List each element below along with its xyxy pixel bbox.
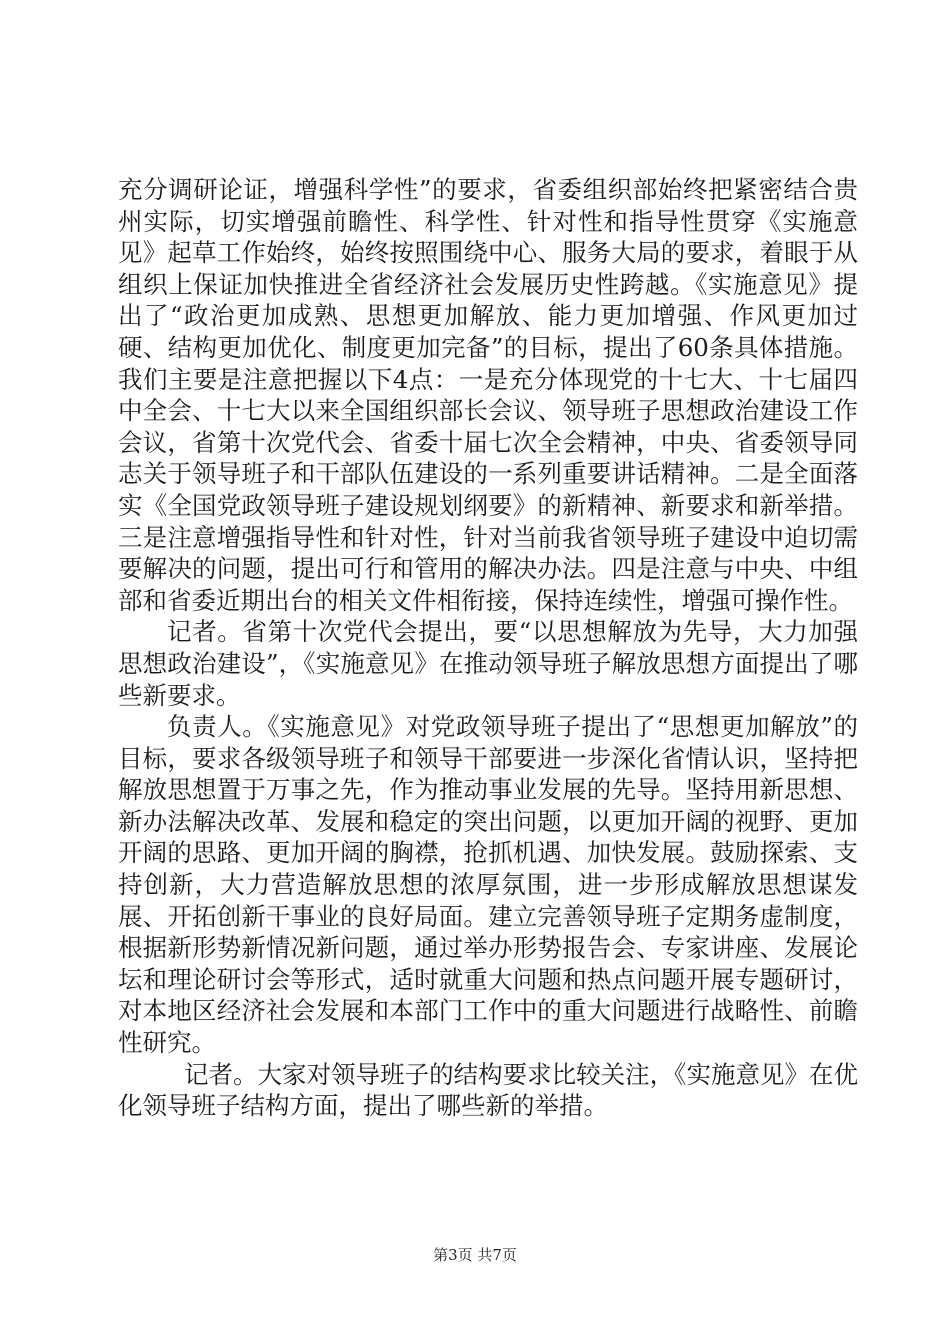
paragraph-official-answer: 负责人。《实施意见》对党政领导班子提出了“思想更加解放”的目标，要求各级领导班子和领导干部要进一步深化省情认识，坚持把解放思想置于万事之先，作为推动事业发展的先导。坚持用新思想、新办法解决改革、发展和稳定的突出问题，以更加开阔的视野、更加开阔的思路、更加开阔的胸襟，抢抓机遇、加快发展。鼓励探索、支持创新，大力营造解放思想的浓厚氛围，进一步形成解放思想谋发展、开拓创新干事业的良好局面。建立完善领导班子定期务虚制度，根据新形势新情况新问题，通过举办形势报告会、专家讲座、发展论坛和理论研讨会等形式，适时就重大问题和热点问题开展专题研讨，对本地区经济社会发展和本部门工作中的重大问题进行战略性、前瞻性研究。 [118,712,858,1058]
paragraph-reporter-question-2: 记者。大家对领导班子的结构要求比较关注，《实施意见》在优化领导班子结构方面，提出了哪些新的举措。 [118,1059,858,1121]
paragraph-continuation: 充分调研论证，增强科学性”的要求，省委组织部始终把紧密结合贵州实际，切实增强前瞻性、科学性、针对性和指导性贯穿《实施意见》起草工作始终，始终按照围绕中心、服务大局的要求，着眼于从组织上保证加快推进全省经济社会发展历史性跨越。《实施意见》提出了“政治更加成熟、思想更加解放、能力更加增强、作风更加过硬、结构更加优化、制度更加完备”的目标，提出了60条具体措施。我们主要是注意把握以下4点：一是充分体现党的十七大、十七届四中全会、十七大以来全国组织部长会议、领导班子思想政治建设工作会议，省第十次党代会、省委十届七次全会精神，中央、省委领导同志关于领导班子和干部队伍建设的一系列重要讲话精神。二是全面落实《全国党政领导班子建设规划纲要》的新精神、新要求和新举措。三是注意增强指导性和针对性，针对当前我省领导班子建设中迫切需要解决的问题，提出可行和管用的解决办法。四是注意与中央、中组部和省委近期出台的相关文件相衔接，保持连续性，增强可操作性。 [118,175,858,615]
paragraph-reporter-question-1: 记者。省第十次党代会提出，要“以思想解放为先导，大力加强思想政治建设”，《实施意见》在推动领导班子解放思想方面提出了哪些新要求。 [118,617,858,710]
page-footer: 第3页 共7页 [433,1246,517,1264]
document-body [118,174,858,1122]
